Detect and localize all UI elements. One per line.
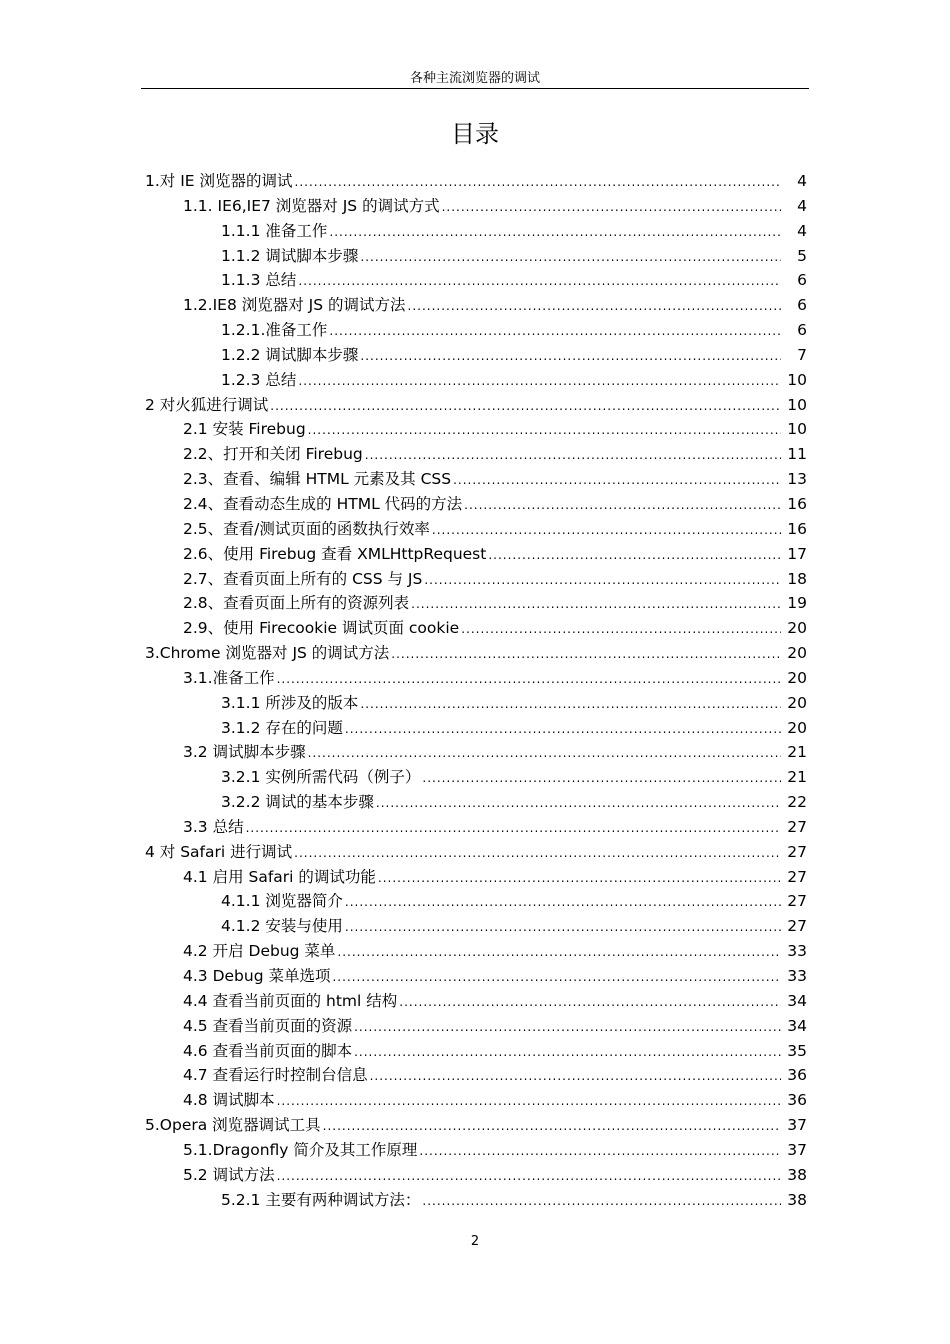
toc-leader-dots xyxy=(277,667,781,692)
header-rule xyxy=(141,88,809,89)
toc-entry-label: 3.1.2 存在的问题 xyxy=(221,718,343,737)
toc-entry-page: 21 xyxy=(787,743,807,762)
toc-leader-dots xyxy=(329,220,781,245)
toc-entry[interactable] xyxy=(0,641,950,666)
table-of-contents xyxy=(0,169,950,1212)
toc-entry[interactable] xyxy=(0,716,950,741)
toc-entry[interactable] xyxy=(0,542,950,567)
toc-leader-dots xyxy=(442,195,781,220)
toc-entry-label: 4.6 查看当前页面的脚本 xyxy=(183,1041,353,1060)
toc-entry[interactable] xyxy=(0,442,950,467)
toc-entry-page: 27 xyxy=(787,892,807,911)
toc-entry[interactable] xyxy=(0,964,950,989)
toc-entry[interactable] xyxy=(0,1063,950,1088)
toc-entry[interactable] xyxy=(0,591,950,616)
toc-entry[interactable] xyxy=(0,368,950,393)
toc-entry-label: 5.Opera 浏览器调试工具 xyxy=(145,1116,321,1135)
toc-leader-dots xyxy=(453,468,781,493)
toc-leader-dots xyxy=(399,990,781,1015)
toc-entry-label: 4 对 Safari 进行调试 xyxy=(145,842,293,861)
running-header: 各种主流浏览器的调试 xyxy=(409,71,540,86)
toc-entry-label: 4.2 开启 Debug 菜单 xyxy=(183,942,336,961)
toc-leader-dots xyxy=(323,1114,781,1139)
toc-entry-label: 1.2.2 调试脚本步骤 xyxy=(221,345,359,364)
toc-leader-dots xyxy=(295,170,781,195)
toc-entry-page: 4 xyxy=(797,221,807,240)
toc-entry-label: 1.1.3 总结 xyxy=(221,271,297,290)
toc-entry-label: 3.1.1 所涉及的版本 xyxy=(221,693,359,712)
toc-leader-dots xyxy=(360,245,781,270)
toc-leader-dots xyxy=(337,940,781,965)
toc-entry-page: 36 xyxy=(787,1066,807,1085)
toc-entry[interactable] xyxy=(0,567,950,592)
page-number: 2 xyxy=(470,1234,480,1249)
toc-entry-page: 20 xyxy=(787,718,807,737)
toc-entry-label: 1.1.1 准备工作 xyxy=(221,221,328,240)
toc-entry-page: 33 xyxy=(787,942,807,961)
toc-entry-label: 3.1.准备工作 xyxy=(183,668,275,687)
toc-leader-dots xyxy=(354,1040,781,1065)
toc-entry[interactable] xyxy=(0,169,950,194)
toc-entry-label: 4.5 查看当前页面的资源 xyxy=(183,1016,353,1035)
toc-leader-dots xyxy=(376,791,781,816)
toc-entry[interactable] xyxy=(0,840,950,865)
toc-entry[interactable] xyxy=(0,691,950,716)
toc-leader-dots xyxy=(360,344,781,369)
toc-entry-page: 38 xyxy=(787,1165,807,1184)
toc-entry[interactable] xyxy=(0,1138,950,1163)
toc-leader-dots xyxy=(345,890,781,915)
toc-entry-label: 1.2.1.准备工作 xyxy=(221,321,328,340)
toc-leader-dots xyxy=(345,717,781,742)
toc-entry[interactable] xyxy=(0,765,950,790)
toc-entry-page: 27 xyxy=(787,867,807,886)
toc-entry-page: 4 xyxy=(797,196,807,215)
toc-entry-label: 2.7、查看页面上所有的 CSS 与 JS xyxy=(183,569,423,588)
toc-entry-label: 1.1. IE6,IE7 浏览器对 JS 的调试方式 xyxy=(183,196,440,215)
toc-leader-dots xyxy=(411,592,781,617)
toc-entry-label: 5.1.Dragonfly 简介及其工作原理 xyxy=(183,1140,418,1159)
toc-entry[interactable] xyxy=(0,244,950,269)
toc-entry[interactable] xyxy=(0,293,950,318)
toc-entry-label: 4.3 Debug 菜单选项 xyxy=(183,967,331,985)
toc-entry-page: 38 xyxy=(787,1190,807,1209)
toc-leader-dots xyxy=(270,394,781,419)
toc-entry[interactable] xyxy=(0,1113,950,1138)
toc-leader-dots xyxy=(461,617,781,642)
toc-leader-dots xyxy=(422,1189,781,1214)
toc-entry-page: 33 xyxy=(787,967,807,985)
toc-entry-page: 20 xyxy=(787,619,807,638)
toc-entry-page: 20 xyxy=(787,693,807,712)
toc-leader-dots xyxy=(360,692,781,717)
toc-entry[interactable] xyxy=(0,939,950,964)
toc-entry-label: 1.1.2 调试脚本步骤 xyxy=(221,246,359,265)
toc-entry-label: 2.8、查看页面上所有的资源列表 xyxy=(183,594,410,613)
toc-entry-label: 2.1 安装 Firebug xyxy=(183,420,306,439)
toc-entry-label: 2.2、打开和关闭 Firebug xyxy=(183,445,363,464)
toc-entry-page: 34 xyxy=(787,991,807,1010)
toc-leader-dots xyxy=(332,965,781,990)
toc-entry-page: 36 xyxy=(787,1091,807,1110)
toc-leader-dots xyxy=(298,269,781,294)
toc-entry[interactable] xyxy=(0,666,950,691)
toc-entry-label: 3.2 调试脚本步骤 xyxy=(183,743,306,762)
toc-entry-page: 10 xyxy=(787,420,807,439)
toc-entry-page: 6 xyxy=(797,271,807,290)
toc-entry-label: 1.2.3 总结 xyxy=(221,370,297,389)
toc-entry-label: 3.2.1 实例所需代码（例子） xyxy=(221,768,421,787)
toc-entry-page: 21 xyxy=(787,768,807,787)
toc-entry[interactable] xyxy=(0,1039,950,1064)
toc-entry[interactable] xyxy=(0,393,950,418)
toc-entry-page: 35 xyxy=(787,1041,807,1060)
toc-entry[interactable] xyxy=(0,343,950,368)
toc-entry[interactable] xyxy=(0,616,950,641)
toc-entry-label: 2.3、查看、编辑 HTML 元素及其 CSS xyxy=(183,470,452,489)
toc-entry[interactable] xyxy=(0,740,950,765)
toc-entry-page: 10 xyxy=(787,370,807,389)
toc-entry[interactable] xyxy=(0,417,950,442)
toc-entry-label: 1.对 IE 浏览器的调试 xyxy=(145,172,293,190)
toc-entry-label: 2.9、使用 Firecookie 调试页面 cookie xyxy=(183,619,460,638)
toc-entry-page: 17 xyxy=(787,544,807,563)
toc-leader-dots xyxy=(464,493,781,518)
toc-leader-dots xyxy=(419,1139,781,1164)
toc-leader-dots xyxy=(378,866,781,891)
toc-entry-page: 4 xyxy=(797,172,807,190)
toc-entry-label: 5.2.1 主要有两种调试方法： xyxy=(221,1190,421,1209)
toc-entry-page: 27 xyxy=(787,842,807,861)
toc-entry-page: 20 xyxy=(787,668,807,687)
toc-leader-dots xyxy=(329,319,781,344)
toc-entry[interactable] xyxy=(0,815,950,840)
toc-entry[interactable] xyxy=(0,1188,950,1213)
toc-entry-page: 18 xyxy=(787,569,807,588)
toc-entry-label: 5.2 调试方法 xyxy=(183,1165,275,1184)
toc-leader-dots xyxy=(408,294,782,319)
toc-entry-page: 5 xyxy=(797,246,807,265)
toc-entry[interactable] xyxy=(0,889,950,914)
toc-entry-page: 37 xyxy=(787,1116,807,1135)
toc-entry-page: 6 xyxy=(797,321,807,340)
toc-entry[interactable] xyxy=(0,1014,950,1039)
toc-entry-label: 2.6、使用 Firebug 查看 XMLHttpRequest xyxy=(183,544,487,563)
toc-entry[interactable] xyxy=(0,219,950,244)
toc-title: 目录 xyxy=(451,120,499,148)
toc-entry-page: 34 xyxy=(787,1016,807,1035)
toc-entry-page: 13 xyxy=(787,470,807,489)
toc-entry-label: 4.1.2 安装与使用 xyxy=(221,917,343,936)
toc-leader-dots xyxy=(308,418,781,443)
toc-leader-dots xyxy=(422,766,781,791)
toc-entry-label: 1.2.IE8 浏览器对 JS 的调试方法 xyxy=(183,296,406,315)
toc-entry-label: 3.2.2 调试的基本步骤 xyxy=(221,793,374,812)
toc-leader-dots xyxy=(277,1089,781,1114)
toc-entry-label: 4.1.1 浏览器简介 xyxy=(221,892,343,911)
toc-entry-page: 11 xyxy=(787,445,807,464)
toc-entry-page: 22 xyxy=(787,793,807,812)
toc-leader-dots xyxy=(294,841,781,866)
toc-entry[interactable] xyxy=(0,914,950,939)
toc-entry-label: 4.4 查看当前页面的 html 结构 xyxy=(183,991,398,1010)
toc-entry-label: 2 对火狐进行调试 xyxy=(145,395,269,414)
toc-entry-page: 19 xyxy=(787,594,807,613)
toc-entry[interactable] xyxy=(0,790,950,815)
toc-leader-dots xyxy=(277,1164,781,1189)
toc-leader-dots xyxy=(365,443,781,468)
toc-leader-dots xyxy=(298,369,781,394)
toc-entry[interactable] xyxy=(0,467,950,492)
toc-entry-label: 4.7 查看运行时控制台信息 xyxy=(183,1066,368,1085)
toc-entry[interactable] xyxy=(0,318,950,343)
toc-leader-dots xyxy=(424,568,781,593)
toc-entry[interactable] xyxy=(0,989,950,1014)
toc-entry-label: 2.5、查看/测试页面的函数执行效率 xyxy=(183,519,430,538)
toc-entry-label: 2.4、查看动态生成的 HTML 代码的方法 xyxy=(183,494,463,513)
toc-entry-page: 16 xyxy=(787,519,807,538)
toc-leader-dots xyxy=(354,1015,781,1040)
toc-entry[interactable] xyxy=(0,1163,950,1188)
toc-entry-page: 7 xyxy=(797,345,807,364)
toc-leader-dots xyxy=(391,642,781,667)
toc-entry-page: 27 xyxy=(787,917,807,936)
toc-entry-page: 6 xyxy=(797,296,807,315)
toc-entry-page: 37 xyxy=(787,1140,807,1159)
toc-leader-dots xyxy=(246,816,781,841)
toc-entry[interactable] xyxy=(0,194,950,219)
toc-entry-label: 3.3 总结 xyxy=(183,817,244,836)
toc-entry[interactable] xyxy=(0,517,950,542)
toc-entry-page: 27 xyxy=(787,817,807,836)
toc-entry-page: 16 xyxy=(787,494,807,513)
toc-leader-dots xyxy=(432,518,781,543)
toc-entry-label: 3.Chrome 浏览器对 JS 的调试方法 xyxy=(145,644,390,663)
toc-entry-label: 4.1 启用 Safari 的调试功能 xyxy=(183,867,376,886)
toc-entry[interactable] xyxy=(0,492,950,517)
toc-leader-dots xyxy=(345,915,781,940)
toc-entry[interactable] xyxy=(0,1088,950,1113)
toc-entry-page: 20 xyxy=(787,644,807,663)
toc-leader-dots xyxy=(488,543,781,568)
toc-leader-dots xyxy=(308,741,781,766)
toc-entry-label: 4.8 调试脚本 xyxy=(183,1091,275,1110)
toc-leader-dots xyxy=(370,1064,781,1089)
toc-entry-page: 10 xyxy=(787,395,807,414)
toc-entry[interactable] xyxy=(0,865,950,890)
toc-entry[interactable] xyxy=(0,268,950,293)
